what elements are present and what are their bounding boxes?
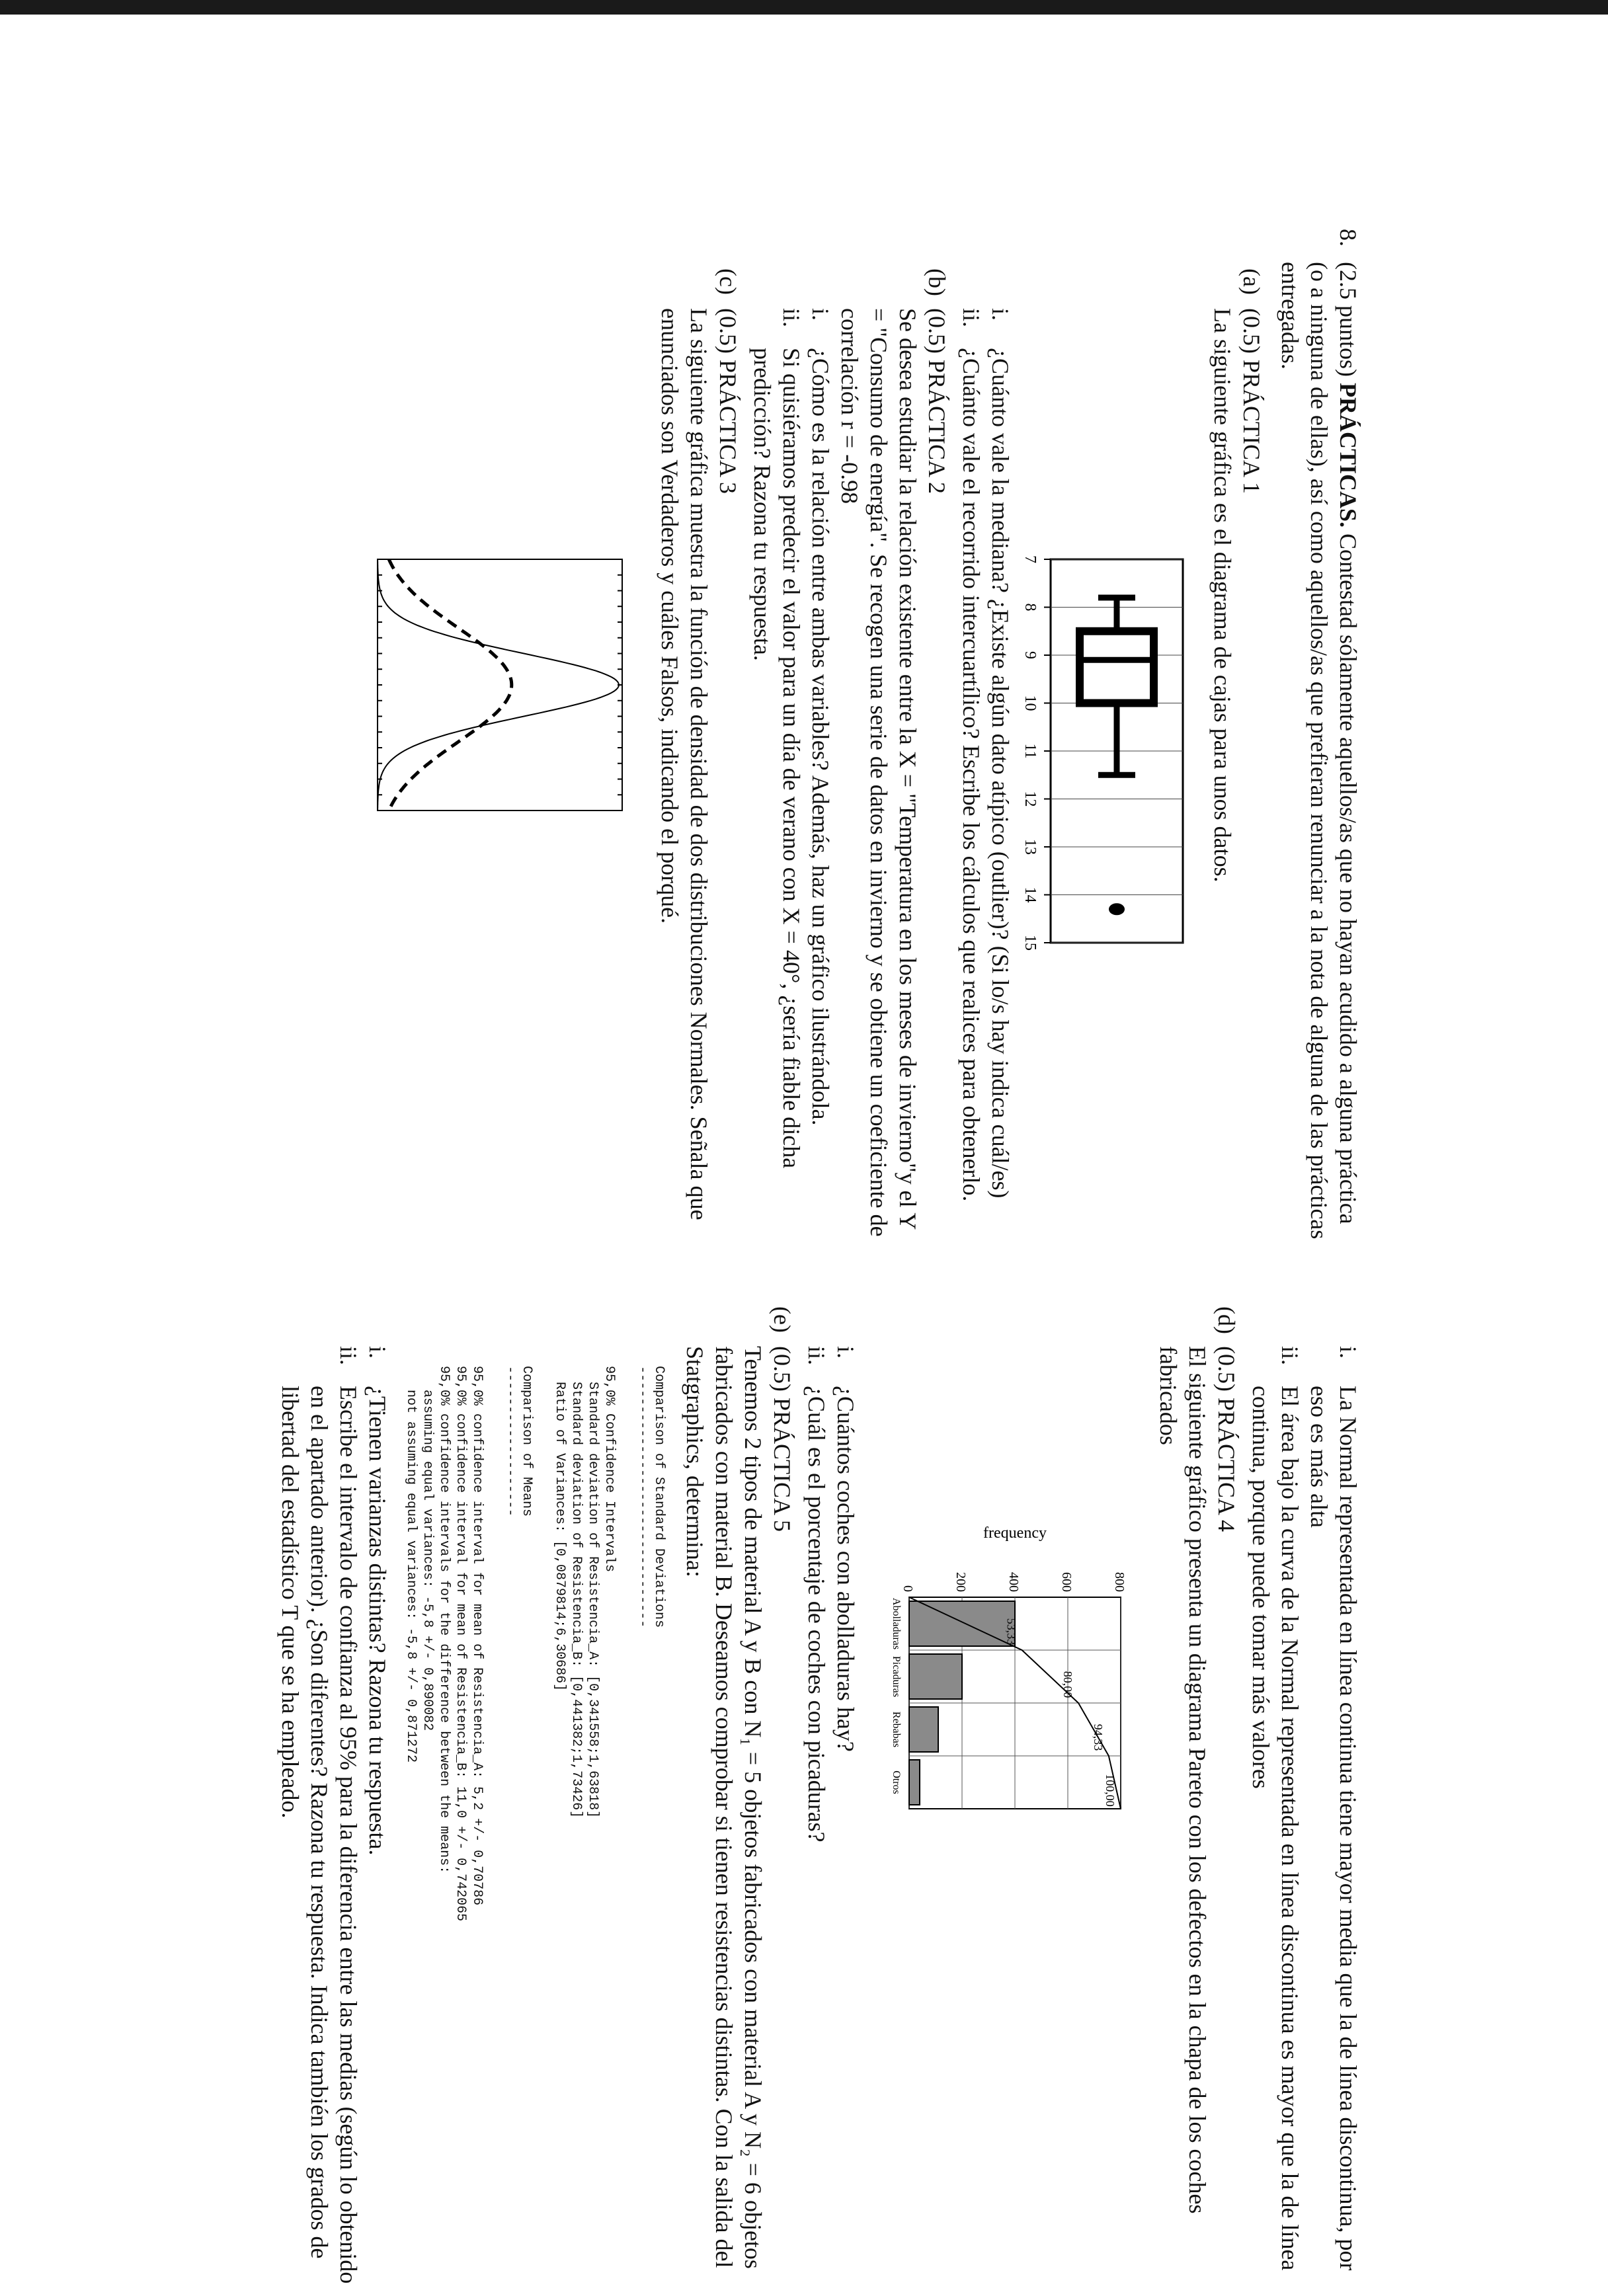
section-a-intro: La siguiente gráfica es el diagrama de cajas para unos datos. bbox=[1209, 308, 1236, 883]
pareto-cumulative-label: 94,33 bbox=[1091, 1723, 1105, 1751]
boxplot-tick-label: 12 bbox=[1022, 791, 1039, 807]
pareto-bar bbox=[909, 1707, 938, 1752]
question-8-header bbox=[1275, 229, 1363, 1247]
output-means-line: 95,0% confidence interval for mean of Resistencia_A: 5,2 +/- 0,70786 bbox=[469, 1366, 485, 1906]
pareto-tick-label: 200 bbox=[953, 1572, 968, 1592]
boxplot-tick-label: 14 bbox=[1022, 887, 1039, 903]
right-column bbox=[276, 1267, 1363, 2285]
pareto-category-label: Picaduras bbox=[891, 1655, 902, 1698]
output-ci-heading: 95,0% Confidence Intervals bbox=[602, 1366, 617, 1573]
exam-page bbox=[11, 11, 1597, 2285]
boxplot-tick-label: 8 bbox=[1022, 603, 1039, 612]
pareto-category-label: Otros bbox=[891, 1770, 902, 1794]
b-q2-label: ii. bbox=[778, 308, 805, 328]
density-frame bbox=[378, 559, 622, 811]
pareto-bar bbox=[909, 1654, 962, 1699]
section-d bbox=[802, 1267, 1241, 2285]
section-a-label: (a) bbox=[1238, 268, 1265, 295]
pareto-figure bbox=[869, 1518, 1134, 1941]
output-means-line: 95,0% confidence interval for mean of Resistencia_B: 11,0 +/- 0,742065 bbox=[453, 1366, 468, 1922]
pareto-cumulative-label: 100,00 bbox=[1104, 1774, 1117, 1807]
boxplot-tick-label: 13 bbox=[1022, 839, 1039, 855]
boxplot-figure bbox=[1024, 546, 1189, 956]
section-d-label: (d) bbox=[1213, 1306, 1240, 1334]
section-b-label: (b) bbox=[924, 268, 950, 296]
a-q2-text: ¿Cuánto vale el recorrido intercuartílico? Escribe los cálculos que realices para obtenerlo. bbox=[958, 348, 985, 1202]
pareto-cumulative-label: 53,33 bbox=[1004, 1618, 1018, 1645]
boxplot-outlier bbox=[1109, 903, 1125, 915]
boxplot-box bbox=[1080, 631, 1154, 703]
output-means-line: assuming equal variances: -5,8 +/- 0,890082 bbox=[420, 1366, 435, 1731]
output-ci-line: Standard deviation of Resistencia_A: [0,341558;1,63818] bbox=[585, 1366, 600, 1819]
section-e bbox=[276, 1267, 797, 2285]
section-e-label: (e) bbox=[769, 1306, 795, 1333]
pareto-cumulative-label: 80,00 bbox=[1061, 1671, 1074, 1698]
output-sd-heading: Comparison of Standard Deviations bbox=[651, 1366, 666, 1628]
c-q1-label: i. bbox=[1335, 1346, 1361, 1359]
pareto-bar bbox=[909, 1760, 920, 1805]
d-q1-label: i. bbox=[832, 1346, 859, 1359]
section-b-title: (0.5) PRÁCTICA 2 bbox=[924, 308, 950, 495]
c-q2-label: ii. bbox=[1277, 1346, 1303, 1366]
left-column bbox=[364, 229, 1363, 1247]
section-d-title: (0.5) PRÁCTICA 4 bbox=[1213, 1346, 1240, 1532]
c-q1-text: La Normal representada en línea continua tiene mayor media que la de línea discontinua, por eso es más alta bbox=[1306, 1386, 1361, 2271]
pareto-tick-label: 400 bbox=[1006, 1572, 1021, 1592]
d-q2-text: ¿Cuál es el porcentaje de coches con picaduras? bbox=[803, 1386, 830, 1842]
section-c-intro: La siguiente gráfica muestra la función de densidad de dos distribuciones Normales. Señala que enunciados son Verdaderos y cuáles Falsos, indicando el porqué. bbox=[657, 308, 712, 1220]
section-b bbox=[748, 229, 951, 1247]
pareto-tick-label: 800 bbox=[1112, 1572, 1127, 1592]
b-q1-label: i. bbox=[807, 308, 834, 321]
section-e-title: (0.5) PRÁCTICA 5 bbox=[769, 1346, 795, 1532]
question-intro: Contestad sólamente aquellos/as que no hayan acudido a alguna práctica (o a ninguna de ellas), así como aquellos/as que prefieran renunciar a la nota de alguna de las prácticas entregadas. bbox=[1277, 262, 1361, 1240]
question-number: 8. bbox=[1335, 229, 1361, 247]
boxplot-chart bbox=[1024, 546, 1189, 956]
density-curve-dashed bbox=[389, 559, 512, 811]
a-q1-text: ¿Cuánto vale la mediana? ¿Existe algún dato atípico (outlier)? (Si lo/s hay indica cuál/es) bbox=[987, 348, 1014, 1199]
c-q2-text: El área bajo la curva de la Normal representada en línea discontinua es mayor que la de línea continua, porque puede tomar más valores bbox=[1248, 1386, 1303, 2271]
statgraphics-output bbox=[403, 1366, 667, 2285]
section-d-intro: El siguiente gráfico presenta un diagrama Pareto con los defectos en la chapa de los coches fabricados bbox=[1155, 1346, 1211, 2214]
pareto-tick-label: 600 bbox=[1059, 1572, 1074, 1592]
pareto-ylabel: frequency bbox=[983, 1524, 1047, 1542]
normal-density-figure bbox=[364, 546, 629, 824]
section-b-intro: Se desea estudiar la relación existente entre la X = "Temperatura en los meses de invierno"y el Y = "Consumo de energía". Se recogen una serie de datos en invierno y se obtiene un coeficiente de correlación r = -0.98 bbox=[836, 308, 921, 1237]
a-q2-label: ii. bbox=[958, 308, 985, 328]
e-q2-text: Escribe el intervalo de confianza al 95% para la diferencia entre las medias (según lo obtenido en el apartado anterior). ¿Son diferentes? Razona tu respuesta. Indica también los grados de libertad del estadístico T que se ha empleado. bbox=[277, 1386, 362, 2284]
normal-density-chart bbox=[364, 546, 629, 824]
section-c-label: (c) bbox=[715, 268, 741, 295]
d-q2-label: ii. bbox=[803, 1346, 830, 1366]
a-q1-label: i. bbox=[987, 308, 1014, 321]
output-means-heading: Comparison of Means bbox=[519, 1366, 534, 1517]
boxplot-tick-label: 9 bbox=[1022, 651, 1039, 659]
boxplot-tick-label: 11 bbox=[1022, 743, 1039, 759]
section-c-title: (0.5) PRÁCTICA 3 bbox=[715, 308, 741, 495]
question-title: PRÁCTICAS. bbox=[1335, 383, 1361, 528]
b-q2-text: Si quisiéramos predecir el valor para un día de verano con X = 40°, ¿sería fiable dicha predicción? Razona tu respuesta. bbox=[749, 348, 805, 1169]
output-means-line: 95,0% confidence intervals for the difference between the means: bbox=[436, 1366, 452, 1874]
pareto-category-label: Rebabas bbox=[891, 1711, 902, 1748]
density-curve-solid bbox=[378, 559, 619, 811]
output-rule: ------------------- bbox=[502, 1366, 518, 1517]
output-rule: --------------------------------- bbox=[635, 1366, 650, 1628]
output-ci-line: Ratio of Variances: [0,0879814;6,30686] bbox=[552, 1366, 567, 1692]
e-q2-label: ii. bbox=[335, 1346, 362, 1366]
section-c bbox=[364, 229, 743, 1247]
e-q1-text: ¿Tienen varianzas distintas? Razona tu respuesta. bbox=[364, 1386, 391, 1856]
section-a-title: (0.5) PRÁCTICA 1 bbox=[1238, 308, 1265, 495]
boxplot-tick-label: 7 bbox=[1022, 555, 1039, 563]
pareto-tick-label: 0 bbox=[901, 1585, 915, 1592]
question-points: (2.5 puntos) bbox=[1335, 262, 1361, 377]
output-ci-line: Standard deviation of Resistencia_B: [0,441382;1,73426] bbox=[569, 1366, 584, 1819]
pareto-chart bbox=[869, 1518, 1134, 1941]
boxplot-tick-label: 10 bbox=[1022, 695, 1039, 711]
section-e-intro: Tenemos 2 tipos de material A y B con N₁ = 5 objetos fabricados con material A y N₂ = 6 objetos fabricados con material B. Deseamos comprobar si tienen resistencias distintas. Con la salida del Statgraphics, determina: bbox=[682, 1346, 766, 2269]
b-q1-text: ¿Cómo es la relación entre ambas variables? Además, haz un gráfico ilustrándola. bbox=[807, 348, 834, 1126]
pareto-category-label: Abolladuras bbox=[891, 1597, 902, 1650]
e-q1-label: i. bbox=[364, 1346, 391, 1359]
d-q1-text: ¿Cuántos coches con abolladuras hay? bbox=[832, 1386, 859, 1752]
output-means-line: not assuming equal variances: -5,8 +/- 0,871272 bbox=[403, 1366, 419, 1763]
section-a bbox=[957, 229, 1266, 1247]
boxplot-tick-label: 15 bbox=[1022, 935, 1039, 951]
